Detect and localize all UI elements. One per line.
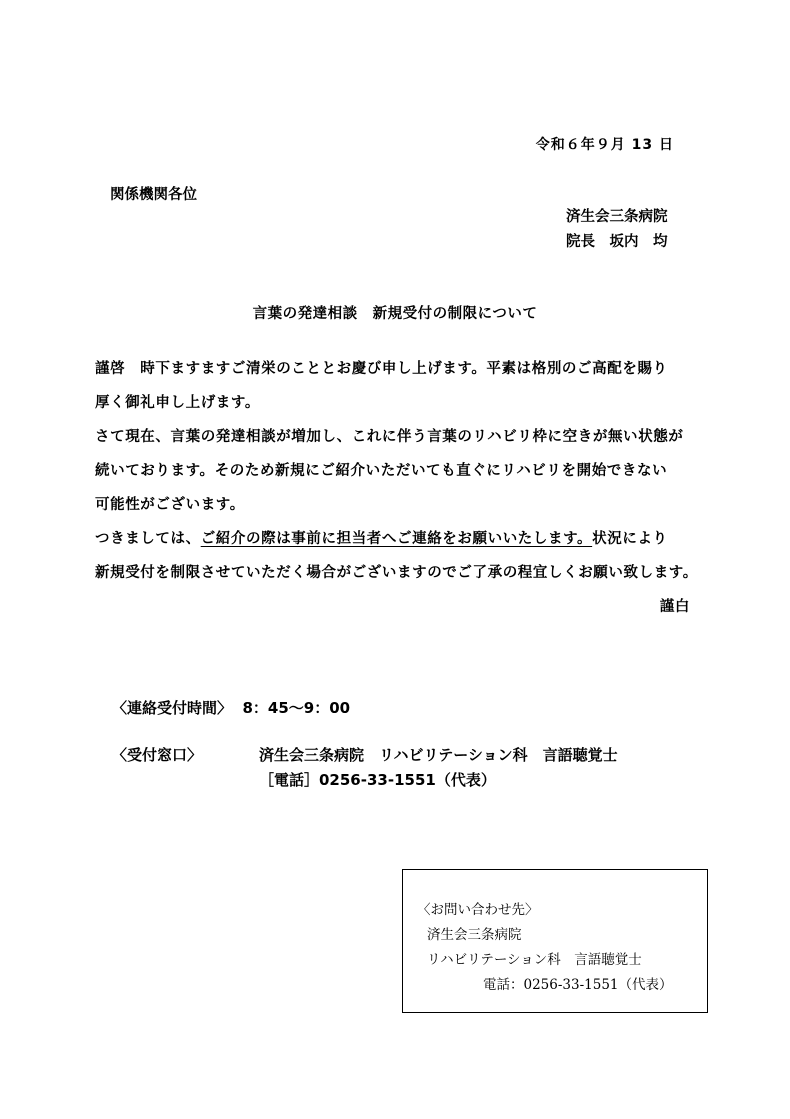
body-line: さて現在、言葉の発達相談が増加し、これに伴う言葉のリハビリ枠に空きが無い状態が xyxy=(95,429,684,445)
sender-organization: 済生会三条病院 xyxy=(566,209,668,225)
document-date: 令和６年９月 13 日 xyxy=(535,137,674,153)
reception-department: 済生会三条病院 リハビリテーション科 言語聴覚士 xyxy=(259,746,618,764)
inquiry-department: リハビリテーション科 言語聴覚士 xyxy=(427,952,642,968)
inquiry-phone: 電話：0256-33-1551（代表） xyxy=(483,977,673,993)
sender-name: 院長 坂内 均 xyxy=(566,234,668,250)
body-line: 可能性がございます。 xyxy=(95,497,245,513)
sender-block xyxy=(566,205,668,255)
contact-hours-label: 〈連絡受付時間〉 xyxy=(112,699,233,717)
underlined-request: ご紹介の際は事前に担当者へご連絡をお願いいたします。 xyxy=(200,531,593,547)
body-text: つきましては、 xyxy=(95,531,201,547)
closing-phrase: 謹白 xyxy=(659,599,690,615)
body-line: 新規受付を制限させていただく場合がございますのでご了承の程宜しくお願い致します。 xyxy=(95,565,698,581)
body-line: 謹啓 時下ますますご清栄のこととお慶び申し上げます。平素は格別のご高配を賜り xyxy=(95,361,668,377)
inquiry-heading: 〈お問い合わせ先〉 xyxy=(417,902,539,918)
reception-window-label: 〈受付窓口〉 xyxy=(112,746,203,764)
inquiry-organization: 済生会三条病院 xyxy=(427,927,522,943)
body-line xyxy=(95,522,700,556)
contact-hours xyxy=(112,697,350,718)
body-line: 厚く御礼申し上げます。 xyxy=(95,395,260,411)
inquiry-box xyxy=(402,869,708,1013)
contact-hours-value: 8：45〜9：00 xyxy=(242,699,351,717)
body-line: 続いております。そのため新規にご紹介いただいても直ぐにリハビリを開始できない xyxy=(95,463,668,479)
reception-window-value xyxy=(259,743,618,793)
document-title: 言葉の発達相談 新規受付の制限について xyxy=(252,306,538,322)
body-text: 状況により xyxy=(592,531,668,547)
document-body xyxy=(95,352,700,624)
reception-phone: ［電話］0256-33-1551（代表） xyxy=(259,771,496,789)
addressee: 関係機関各位 xyxy=(110,187,197,203)
